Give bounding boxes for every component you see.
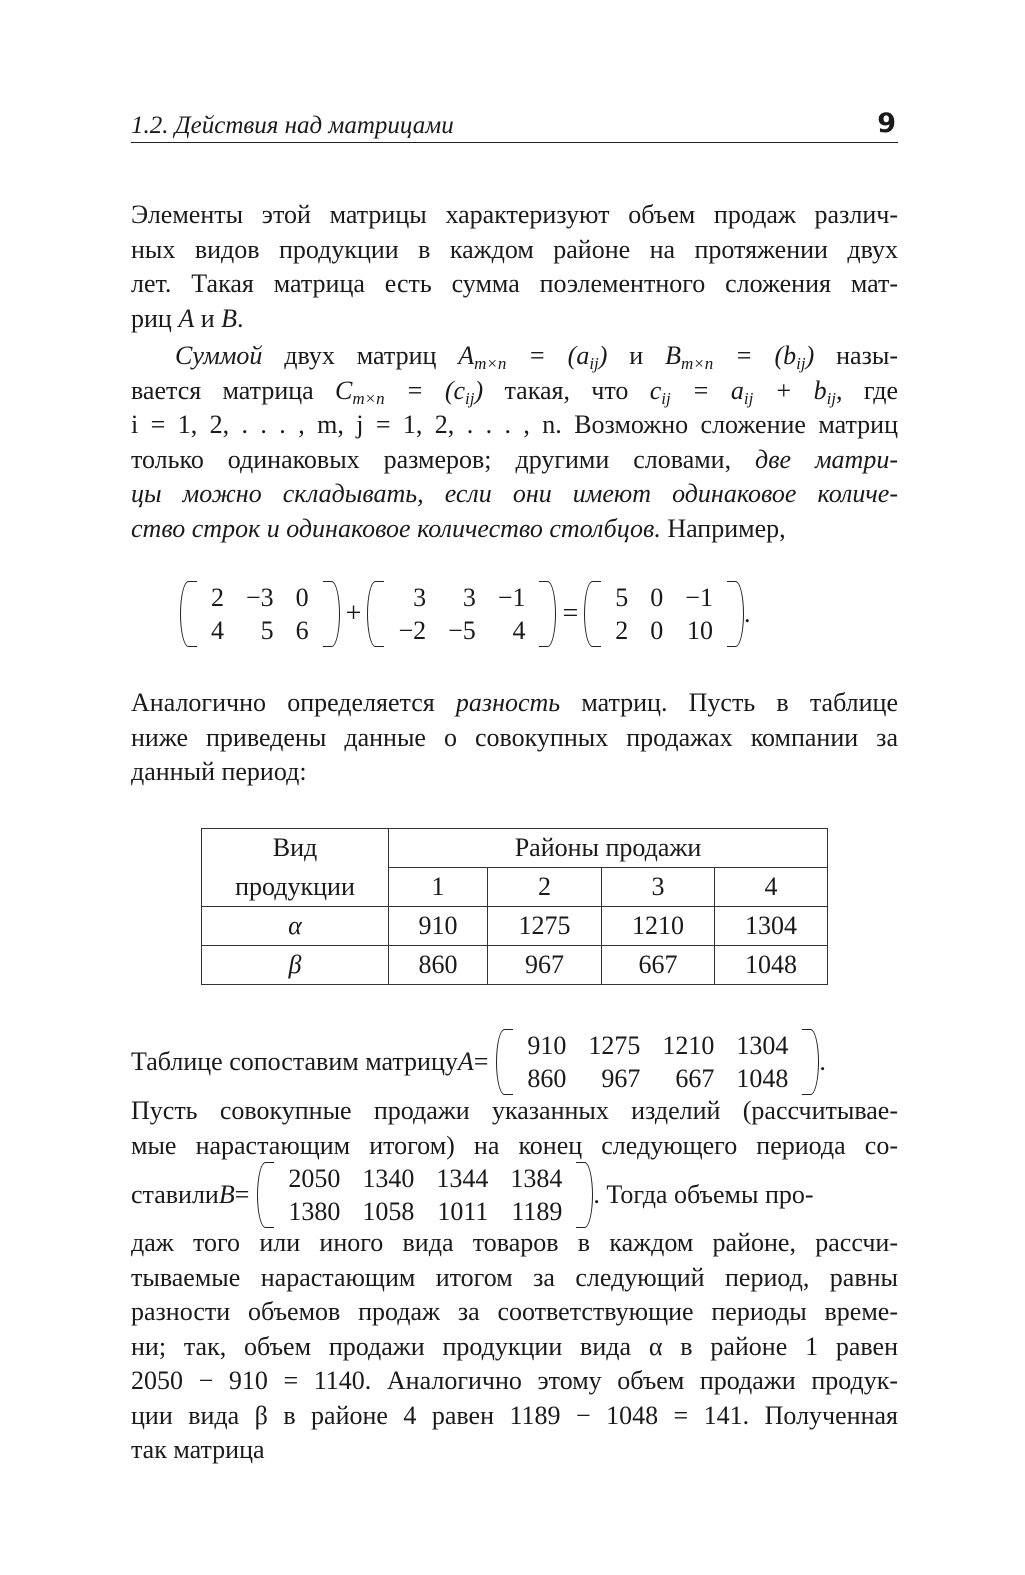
table-cell: 667	[602, 946, 715, 985]
text-line: ство строк и одинаковое количество столбцов. Например,	[131, 513, 786, 543]
matrix-cell: −1	[685, 583, 713, 612]
table-header-cell: 3	[602, 868, 715, 907]
matrix-cell: 2050	[288, 1164, 341, 1193]
matrix-B-line: ставили B = 2050 1340 1344 1384 1380 1058 1011 1189 . Тогда объемы про-	[131, 1164, 814, 1226]
matrix-cell: 0	[650, 583, 664, 612]
table-cell: 1275	[488, 907, 602, 946]
table-cell: β	[202, 946, 389, 985]
matrix-cell: 0	[650, 616, 664, 645]
matrix-cell: 3	[413, 583, 427, 612]
matrix-cell: −3	[246, 583, 274, 612]
matrix-cell: 3	[462, 583, 476, 612]
matrix-cell: −1	[497, 583, 526, 612]
matrix-cell: 1189	[511, 1197, 563, 1226]
matrix-cell: 2	[211, 583, 224, 612]
page-number: 9	[877, 108, 896, 139]
matrix-cell: 1048	[736, 1064, 789, 1093]
period: .	[743, 599, 751, 628]
matrix-cell: 667	[675, 1064, 715, 1093]
text-line: разности объемов продаж за соответствующие периоды време-	[131, 1297, 898, 1326]
matrix-cell: 1011	[437, 1197, 489, 1226]
plus-sign: +	[345, 598, 362, 629]
matrix-result	[584, 581, 744, 647]
matrix-B	[257, 1162, 593, 1228]
matrix-cell: 5	[615, 583, 629, 612]
text-line: 2050 − 910 = 1140. Аналогично этому объем продажи продук-	[131, 1366, 898, 1395]
matrix-cell: 4	[512, 616, 526, 645]
text-line: цы можно складывать, если они имеют одинаковое количе-	[131, 479, 898, 508]
matrix-A-line: Таблице сопоставим матрицу A = 910 1275 1210 1304 860 967 667 1048 .	[131, 1031, 826, 1093]
matrix-cell: 1340	[362, 1164, 415, 1193]
text-line: риц A и B.	[131, 303, 244, 333]
matrix-cell: 10	[686, 616, 713, 645]
matrix-cell: 1058	[362, 1197, 415, 1226]
section-title: 1.2. Действия над матрицами	[131, 112, 454, 139]
sales-table	[201, 828, 828, 985]
table-cell: 1048	[715, 946, 828, 985]
equals-sign: =	[562, 598, 579, 629]
matrix-A	[496, 1029, 819, 1095]
text-line: ции вида β в районе 4 равен 1189 − 1048 = 141. Полученная	[131, 1400, 898, 1430]
text-line: Аналогично определяется разность матриц. Пусть в таблице	[131, 688, 898, 717]
table-cell: 1304	[715, 907, 828, 946]
table-cell: 860	[389, 946, 488, 985]
matrix-cell: 1275	[588, 1031, 641, 1060]
matrix-cell: −2	[398, 616, 427, 645]
text-line: тываемые нарастающим итогом за следующий период, равны	[131, 1262, 898, 1292]
table-row	[202, 946, 828, 985]
table-header-cell: 4	[715, 868, 828, 907]
text-line: лет. Такая матрица есть сумма поэлементного сложения мат-	[131, 269, 898, 298]
matrix-1	[180, 581, 340, 647]
table-cell: α	[202, 907, 389, 946]
matrix-cell: −5	[448, 616, 476, 645]
text-line: ниже приведены данные о совокупных продажах компании за	[131, 722, 898, 752]
matrix-cell: 967	[601, 1064, 641, 1093]
matrix-cell: 1210	[662, 1031, 715, 1060]
matrix-cell: 1380	[288, 1197, 341, 1226]
running-header	[131, 106, 898, 143]
matrix-cell: 6	[295, 616, 309, 645]
text-line: Суммой двух матриц $A_{m\times n} = (a_{ij})$ и $B_{m\times n} = (b_{ij})$ назы-	[175, 341, 898, 373]
table-cell: 1210	[602, 907, 715, 946]
table-cell: 967	[488, 946, 602, 985]
matrix-cell: 1304	[736, 1031, 789, 1060]
text-line: так матрица	[131, 1435, 265, 1464]
table-header-cell: Вид	[202, 829, 389, 868]
term-sum: Суммой	[175, 341, 263, 370]
matrix-cell: 4	[211, 616, 224, 645]
text-line: Пусть совокупные продажи указанных изделий (рассчитывае-	[131, 1096, 898, 1125]
matrix-cell: 5	[260, 616, 274, 645]
text-line: Элементы этой матрицы характеризуют объем продаж различ-	[131, 200, 898, 229]
text-line: только одинаковых размеров; другими словами, две матри-	[131, 444, 898, 474]
matrix-cell: 0	[295, 583, 309, 612]
text-line: данный период:	[131, 757, 307, 786]
matrix-cell: 910	[527, 1031, 567, 1060]
table-cell: 910	[389, 907, 488, 946]
text-line: ных видов продукции в каждом районе на протяжении двух	[131, 234, 898, 264]
matrix-cell: 1344	[436, 1164, 489, 1193]
term-difference: разность	[455, 688, 561, 717]
text-line: вается матрица $C_{m\times n} = (c_{ij})$ такая, что $c_{ij} = a_{ij} + b_{ij}$, где	[131, 375, 898, 408]
paragraph-5	[131, 1226, 898, 1468]
matrix-2	[367, 581, 556, 647]
matrix-cell: 2	[615, 616, 629, 645]
matrix-cell: 1384	[510, 1164, 563, 1193]
paragraph-2	[131, 339, 898, 546]
matrix-cell: 860	[527, 1064, 567, 1093]
table-header-cell: продукции	[202, 868, 389, 907]
text-line: i = 1, 2, . . . , m, j = 1, 2, . . . , n. Возможно сложение матриц	[131, 410, 898, 439]
table-row	[202, 907, 828, 946]
paragraph-3	[131, 686, 898, 790]
matrix-sum-equation	[180, 578, 750, 650]
text-line: мые нарастающим итогом) на конец следующего периода со-	[131, 1130, 898, 1160]
table-header-cell: 2	[488, 868, 602, 907]
paragraph-4	[131, 1094, 898, 1163]
table-header-cell: 1	[389, 868, 488, 907]
text-line: ни; так, объем продажи продукции вида α в районе 1 равен	[131, 1331, 898, 1361]
paragraph-1	[131, 198, 898, 336]
text-line: даж того или иного вида товаров в каждом районе, рассчи-	[131, 1228, 898, 1257]
table-group-header: Районы продажи	[389, 829, 828, 868]
